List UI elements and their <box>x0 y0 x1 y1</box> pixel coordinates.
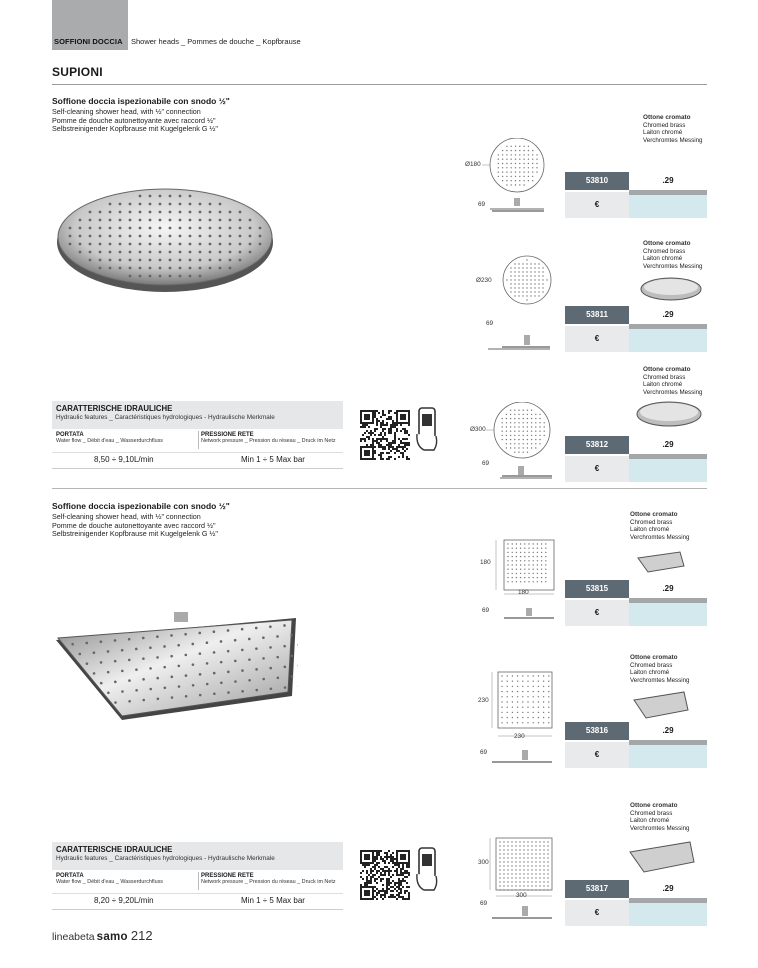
hydraulic-title: CARATTERISCHE IDRAULICHE <box>56 404 173 413</box>
finish-de: Verchromtes Messing <box>630 825 690 833</box>
finish-en: Chromed brass <box>643 373 686 381</box>
finish-53810 <box>643 114 703 145</box>
currency: € <box>565 456 629 482</box>
group-divider <box>52 488 707 489</box>
currency: € <box>565 600 629 626</box>
qr-code-icon[interactable] <box>360 850 410 900</box>
thumb-53812 <box>636 400 702 428</box>
finish-en: Chromed brass <box>643 247 686 255</box>
hydraulic-title: CARATTERISCHE IDRAULICHE <box>56 845 173 854</box>
dim-length: 300 <box>516 892 527 899</box>
group1-title: Soffione doccia ispezionabile con snodo ½" <box>52 96 230 106</box>
currency: € <box>565 192 629 218</box>
flow-label: PORTATA <box>56 432 84 438</box>
price-block-53816 <box>565 722 707 768</box>
finish-fr: Laiton chromé <box>643 129 683 137</box>
finish-en: Chromed brass <box>643 121 686 129</box>
group1-desc-fr: Pomme de douche autonettoyante avec raccord ½" <box>52 115 216 125</box>
square-shower-head-image <box>52 610 298 722</box>
finish-53817 <box>630 802 690 833</box>
product-code[interactable]: 53811 <box>565 306 629 324</box>
finish-en: Chromed brass <box>630 661 673 669</box>
dim-diameter: Ø300 <box>470 426 486 433</box>
group2-desc-de: Selbstreinigender Kopfbrause mit Kugelgelenk G ½" <box>52 529 218 539</box>
footer-brand-line: lineabeta <box>52 931 95 943</box>
finish-title: Ottone cromato <box>643 240 691 247</box>
dim-diameter: Ø180 <box>465 161 481 168</box>
section-title: SUPIONI <box>52 65 103 79</box>
group1-desc-de: Selbstreinigender Kopfbrause mit Kugelgelenk G ½" <box>52 124 218 134</box>
currency: € <box>565 742 629 768</box>
flow-value: 8,50 ÷ 9,10L/min <box>94 455 154 464</box>
dim-width: 230 <box>478 697 489 704</box>
pressure-label: PRESSIONE RETE <box>201 873 254 879</box>
header-subtitle: Shower heads _ Pommes de douche _ Kopfbrause <box>131 37 301 46</box>
price: .29 <box>629 580 707 598</box>
pressure-sublabel: Network pressure _ Pression du réseau _ Druck im Netz <box>201 879 336 885</box>
drawing-53810 <box>462 138 562 218</box>
pressure-value: Min 1 ÷ 5 Max bar <box>241 455 305 464</box>
drawing-53811 <box>472 255 562 355</box>
thumb-53811 <box>640 275 702 303</box>
thumb-53817 <box>628 840 698 874</box>
finish-en: Chromed brass <box>630 518 673 526</box>
finish-de: Verchromtes Messing <box>630 677 690 685</box>
finish-fr: Laiton chromé <box>643 255 683 263</box>
dim-length: 180 <box>518 589 529 596</box>
price-block-53810 <box>565 172 707 218</box>
pressure-label: PRESSIONE RETE <box>201 432 254 438</box>
group2-desc <box>52 513 218 539</box>
product-code[interactable]: 53816 <box>565 722 629 740</box>
finish-title: Ottone cromato <box>630 802 678 809</box>
finish-53812 <box>643 366 703 397</box>
section-divider <box>52 84 707 85</box>
dim-height: 69 <box>480 900 488 907</box>
product-code[interactable]: 53815 <box>565 580 629 598</box>
finish-de: Verchromtes Messing <box>630 534 690 542</box>
thumb-53815 <box>636 550 686 574</box>
header-tab-label: SOFFIONI DOCCIA <box>54 37 123 46</box>
phone-scan-icon <box>414 406 440 452</box>
hydraulic-subtitle: Hydraulic features _ Caractéristiques hydrologiques - Hydraulische Merkmale <box>56 855 275 862</box>
price: .29 <box>629 722 707 740</box>
currency: € <box>565 326 629 352</box>
thumb-53816 <box>632 690 690 720</box>
flow-label: PORTATA <box>56 873 84 879</box>
finish-53811 <box>643 240 703 271</box>
phone-scan-icon <box>414 846 440 892</box>
finish-title: Ottone cromato <box>630 654 678 661</box>
footer-brand-logo: samo <box>96 931 128 943</box>
hydraulic-features-box-1 <box>52 401 343 469</box>
finish-en: Chromed brass <box>630 809 673 817</box>
group2-title: Soffione doccia ispezionabile con snodo ½" <box>52 501 230 511</box>
flow-sublabel: Water flow _ Débit d'eau _ Wasserdurchfluss <box>56 879 163 885</box>
price: .29 <box>629 880 707 898</box>
group1-desc-en: Self-cleaning shower head, with ½" connection <box>52 107 201 116</box>
dim-diameter: Ø230 <box>476 277 492 284</box>
header-tab <box>52 0 128 50</box>
finish-fr: Laiton chromé <box>630 526 670 534</box>
dim-height: 69 <box>486 320 494 327</box>
finish-fr: Laiton chromé <box>643 381 683 389</box>
dim-length: 230 <box>514 733 525 740</box>
drawing-53817 <box>488 836 558 924</box>
dim-height: 69 <box>478 201 486 208</box>
dim-height: 69 <box>480 749 488 756</box>
pressure-sublabel: Network pressure _ Pression du réseau _ Druck im Netz <box>201 438 336 444</box>
qr-code-icon[interactable] <box>360 410 410 460</box>
dim-width: 180 <box>480 559 491 566</box>
currency: € <box>565 900 629 926</box>
dim-height: 69 <box>482 607 490 614</box>
finish-de: Verchromtes Messing <box>643 389 703 397</box>
group1-desc <box>52 108 218 134</box>
finish-title: Ottone cromato <box>643 366 691 373</box>
product-code[interactable]: 53817 <box>565 880 629 898</box>
group2-desc-fr: Pomme de douche autonettoyante avec raccord ½" <box>52 520 216 530</box>
finish-de: Verchromtes Messing <box>643 137 703 145</box>
footer <box>52 928 153 943</box>
flow-value: 8,20 ÷ 9,20L/min <box>94 896 154 905</box>
drawing-53812 <box>470 402 560 482</box>
dim-width: 300 <box>478 859 489 866</box>
product-code[interactable]: 53810 <box>565 172 629 190</box>
finish-title: Ottone cromato <box>630 511 678 518</box>
finish-de: Verchromtes Messing <box>643 263 703 271</box>
flow-sublabel: Water flow _ Débit d'eau _ Wasserdurchfluss <box>56 438 163 444</box>
price-block-53811 <box>565 306 707 352</box>
drawing-53815 <box>490 536 560 624</box>
group2-desc-en: Self-cleaning shower head, with ½" connection <box>52 512 201 521</box>
price: .29 <box>629 436 707 454</box>
product-code[interactable]: 53812 <box>565 436 629 454</box>
finish-53816 <box>630 654 690 685</box>
price-block-53812 <box>565 436 707 482</box>
price: .29 <box>629 172 707 190</box>
price-block-53815 <box>565 580 707 626</box>
price: .29 <box>629 306 707 324</box>
price-block-53817 <box>565 880 707 926</box>
page-number: 212 <box>130 928 153 943</box>
hydraulic-features-box-2 <box>52 842 343 910</box>
finish-title: Ottone cromato <box>643 114 691 121</box>
pressure-value: Min 1 ÷ 5 Max bar <box>241 896 305 905</box>
finish-53815 <box>630 511 690 542</box>
drawing-53816 <box>488 670 558 766</box>
hydraulic-subtitle: Hydraulic features _ Caractéristiques hydrologiques - Hydraulische Merkmale <box>56 414 275 421</box>
finish-fr: Laiton chromé <box>630 817 670 825</box>
dim-height: 69 <box>482 460 490 467</box>
finish-fr: Laiton chromé <box>630 669 670 677</box>
round-shower-head-image <box>56 182 274 294</box>
